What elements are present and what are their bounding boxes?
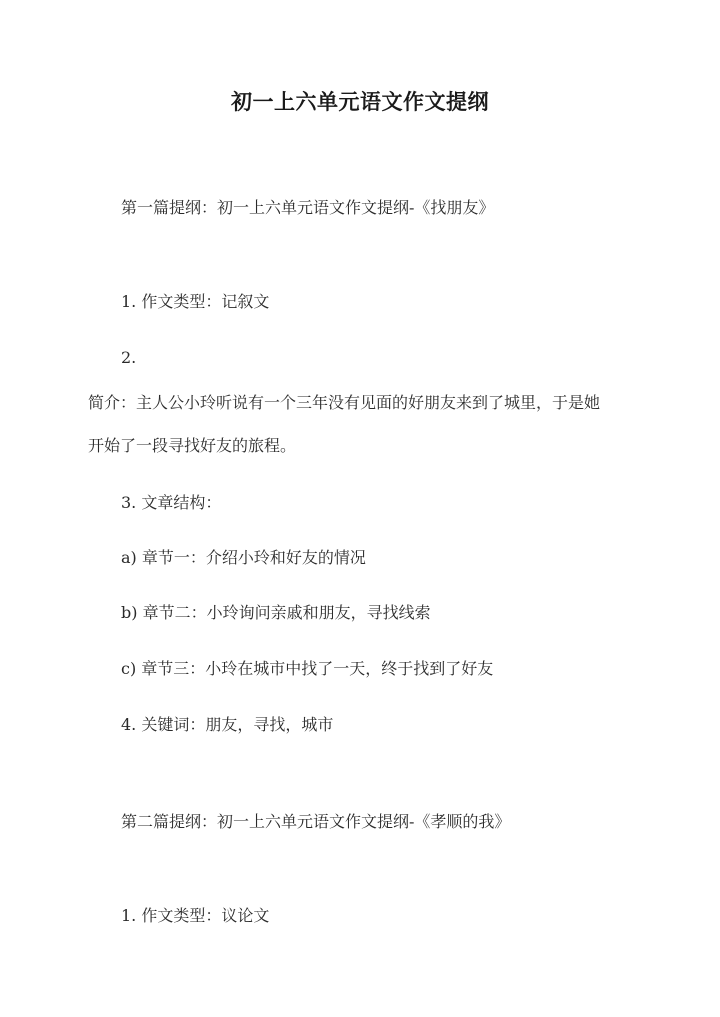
document-title: 初一上六单元语文作文提纲 <box>231 89 489 114</box>
section-1-sub-a: a) 章节一：介绍小玲和好友的情况 <box>121 548 366 567</box>
section-1-item-4: 4. 关键词：朋友，寻找，城市 <box>121 715 334 734</box>
section-1-item-1: 1. 作文类型：记叙文 <box>121 292 270 311</box>
section-1-item-3: 3. 文章结构： <box>121 493 222 512</box>
section-1-item-2-number: 2. <box>121 348 137 367</box>
section-1-intro-line-1: 简介：主人公小玲听说有一个三年没有见面的好朋友来到了城里，于是她 <box>88 393 601 412</box>
section-1-heading: 第一篇提纲：初一上六单元语文作文提纲-《找朋友》 <box>121 198 495 217</box>
section-2-heading: 第二篇提纲：初一上六单元语文作文提纲-《孝顺的我》 <box>121 812 511 831</box>
section-1-sub-b: b) 章节二：小玲询问亲戚和朋友，寻找线索 <box>121 603 431 622</box>
section-1-sub-c: c) 章节三：小玲在城市中找了一天，终于找到了好友 <box>121 659 494 678</box>
section-1-intro-line-2: 开始了一段寻找好友的旅程。 <box>88 436 297 455</box>
section-2-item-1: 1. 作文类型：议论文 <box>121 906 270 925</box>
